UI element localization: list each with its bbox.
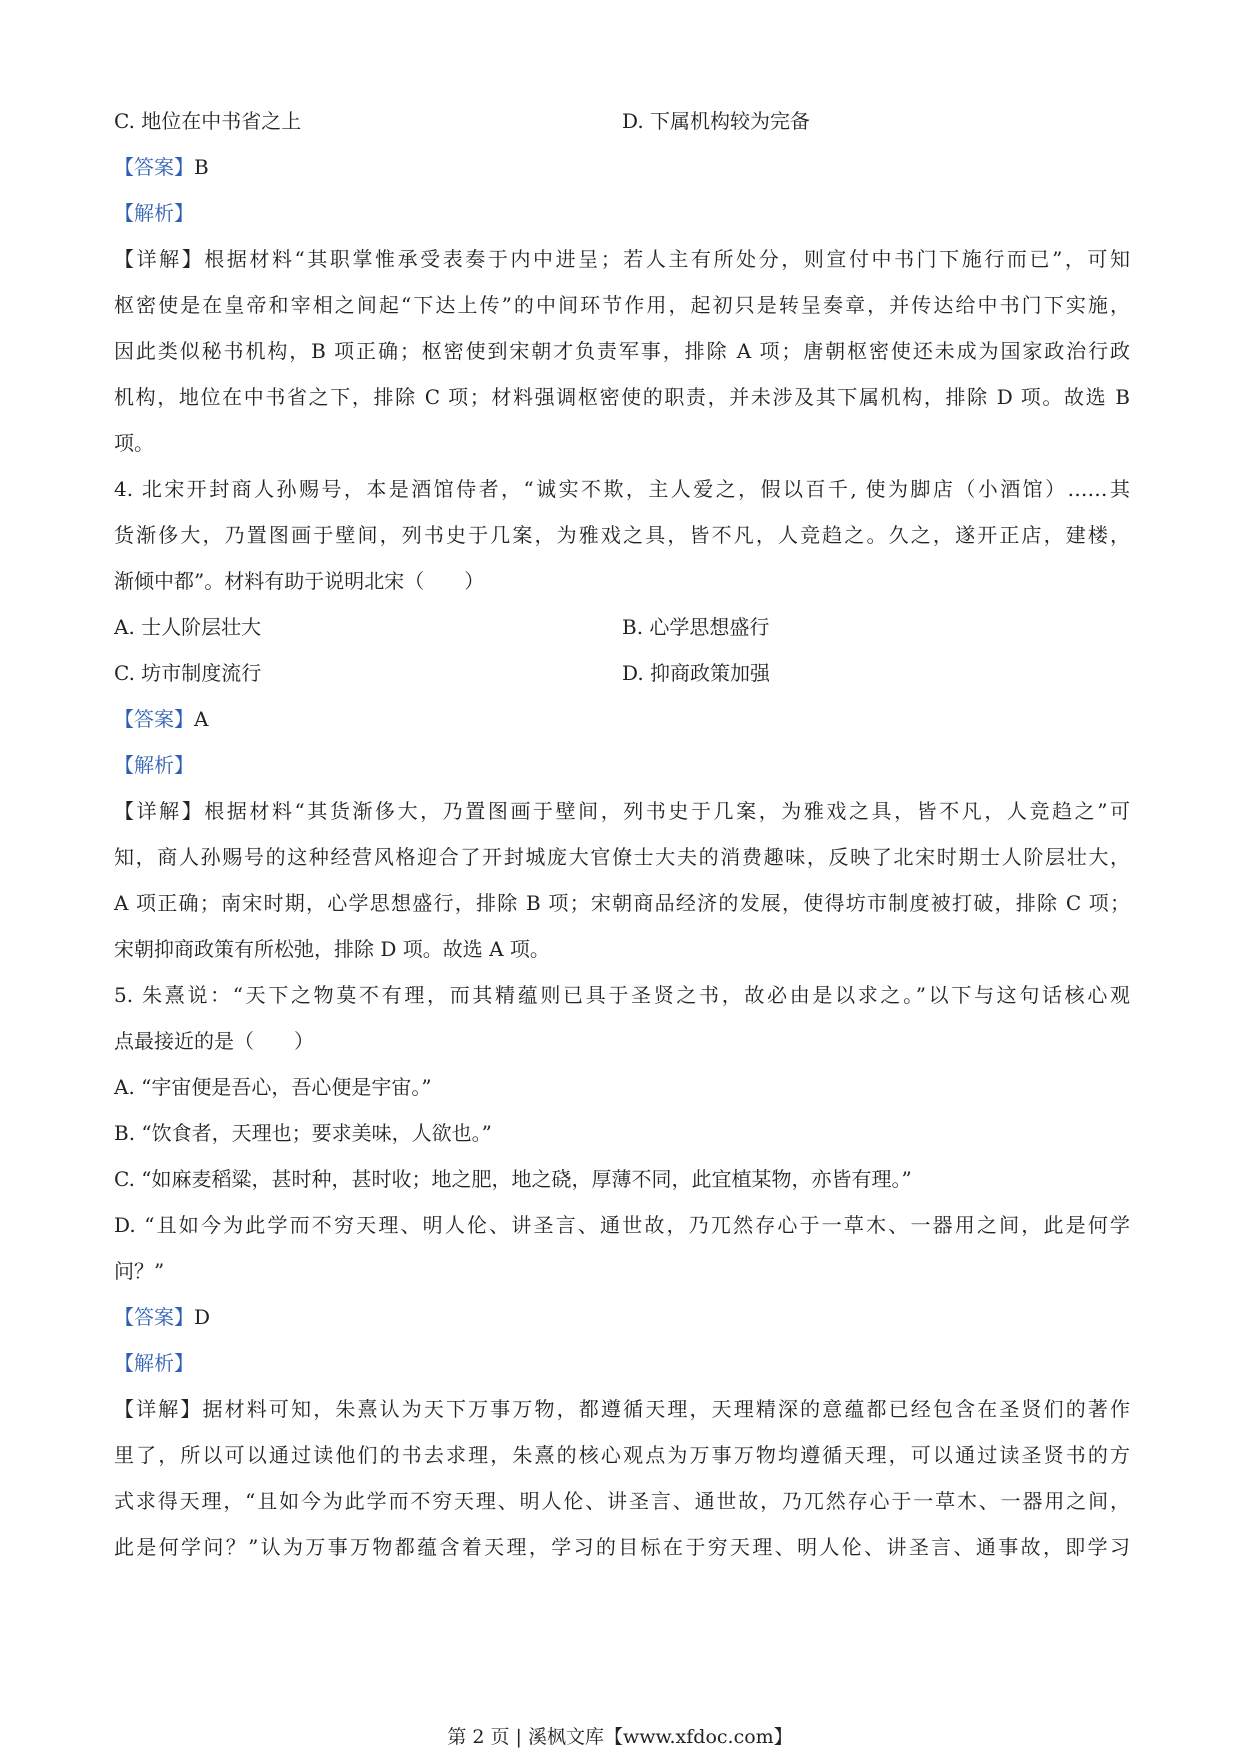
q5-option-b: B. “饮食者，天理也；要求美味，人欲也。” — [114, 1121, 492, 1145]
q4-option-c: C. 坊市制度流行 — [114, 661, 262, 685]
q5-answer — [114, 1294, 1130, 1340]
q5-detail-line: 里了，所以可以通过读他们的书去求理，朱熹的核心观点为万事万物均遵循天理，可以通过读圣贤书的方 — [114, 1443, 1130, 1467]
q5-analysis-tag — [114, 1340, 1130, 1386]
q5-question-line: 点最接近的是（ ） — [114, 1029, 314, 1053]
page-content — [114, 98, 1130, 1570]
q4-question-line: 渐倾中都”。材料有助于说明北宋（ ） — [114, 569, 485, 593]
q4-options-row-ab — [114, 604, 1130, 650]
q4-detail-line: 【详解】根据材料“其货渐侈大，乃置图画于壁间，列书史于几案，为雅戏之具，皆不凡，人竞趋之”可 — [114, 799, 1130, 823]
q3-detail-line: 枢密使是在皇帝和宰相之间起“下达上传”的中间环节作用，起初只是转呈奏章，并传达给中书门下实施， — [114, 293, 1130, 317]
q5-question-line: 5. 朱熹说：“天下之物莫不有理，而其精蕴则已具于圣贤之书，故必由是以求之。”以下与这句话核心观 — [114, 983, 1130, 1007]
q5-detail-line: 【详解】据材料可知，朱熹认为天下万事万物，都遵循天理，天理精深的意蕴都已经包含在圣贤们的著作 — [114, 1397, 1130, 1421]
q4-option-d: D. 抑商政策加强 — [622, 661, 771, 685]
q3-detail-line: 项。 — [114, 431, 154, 455]
q4-detail-line: A 项正确；南宋时期，心学思想盛行，排除 B 项；宋朝商品经济的发展，使得坊市制度被打破，排除 C 项； — [114, 891, 1130, 915]
analysis-tag: 【解析】 — [114, 1351, 194, 1375]
q4-answer — [114, 696, 1130, 742]
analysis-tag: 【解析】 — [114, 201, 194, 225]
q4-options-row-cd — [114, 650, 1130, 696]
q3-option-c: C. 地位在中书省之上 — [114, 109, 302, 133]
q5-option-d-line: 问？” — [114, 1259, 165, 1283]
answer-value: A — [194, 707, 209, 731]
q3-detail-line: 因此类似秘书机构，B 项正确；枢密使到宋朝才负责军事，排除 A 项；唐朝枢密使还未成为国家政治行政 — [114, 339, 1130, 363]
q3-detail-line: 【详解】根据材料“其职掌惟承受表奏于内中进呈；若人主有所处分，则宣付中书门下施行而已”，可知 — [114, 247, 1130, 271]
q4-detail-line: 宋朝抑商政策有所松弛，排除 D 项。故选 A 项。 — [114, 937, 550, 961]
answer-value: B — [194, 155, 209, 179]
q4-analysis-tag — [114, 742, 1130, 788]
q5-detail-line: 式求得天理，“且如今为此学而不穷天理、明人伦、讲圣言、通世故，乃兀然存心于一草木、一器用之间， — [114, 1489, 1130, 1513]
q3-detail-line: 机构，地位在中书省之下，排除 C 项；材料强调枢密使的职责，并未涉及其下属机构，排除 D 项。故选 B — [114, 385, 1130, 409]
q4-detail-line: 知，商人孙赐号的这种经营风格迎合了开封城庞大官僚士大夫的消费趣味，反映了北宋时期士人阶层壮大， — [114, 845, 1130, 869]
q5-option-c: C. “如麻麦稻粱，甚时种，甚时收；地之肥，地之硗，厚薄不同，此宜植某物，亦皆有理。” — [114, 1167, 912, 1191]
q5-option-d-line: D. “且如今为此学而不穷天理、明人伦、讲圣言、通世故，乃兀然存心于一草木、一器用之间，此是何学 — [114, 1213, 1130, 1237]
q3-option-d: D. 下属机构较为完备 — [622, 109, 811, 133]
q5-detail-line: 此是何学问？”认为万事万物都蕴含着天理，学习的目标在于穷天理、明人伦、讲圣言、通事故，即学习 — [114, 1535, 1130, 1559]
answer-tag: 【答案】 — [114, 155, 194, 179]
q4-option-b: B. 心学思想盛行 — [622, 615, 770, 639]
page-footer: 第 2 页 | 溪枫文库【www.xfdoc.com】 — [447, 1726, 793, 1748]
answer-tag: 【答案】 — [114, 707, 194, 731]
q3-analysis-tag — [114, 190, 1130, 236]
answer-tag: 【答案】 — [114, 1305, 194, 1329]
q3-options-row-cd — [114, 98, 1130, 144]
answer-value: D — [194, 1305, 211, 1329]
q4-option-a: A. 士人阶层壮大 — [114, 615, 262, 639]
q4-question-line: 货渐侈大，乃置图画于壁间，列书史于几案，为雅戏之具，皆不凡，人竞趋之。久之，遂开正店，建楼， — [114, 523, 1130, 547]
q3-answer — [114, 144, 1130, 190]
q4-question-line: 4. 北宋开封商人孙赐号，本是酒馆侍者，“诚实不欺，主人爱之，假以百千, 使为脚店（小酒馆）……其 — [114, 477, 1130, 501]
analysis-tag: 【解析】 — [114, 753, 194, 777]
q5-option-a: A. “宇宙便是吾心，吾心便是宇宙。” — [114, 1075, 432, 1099]
